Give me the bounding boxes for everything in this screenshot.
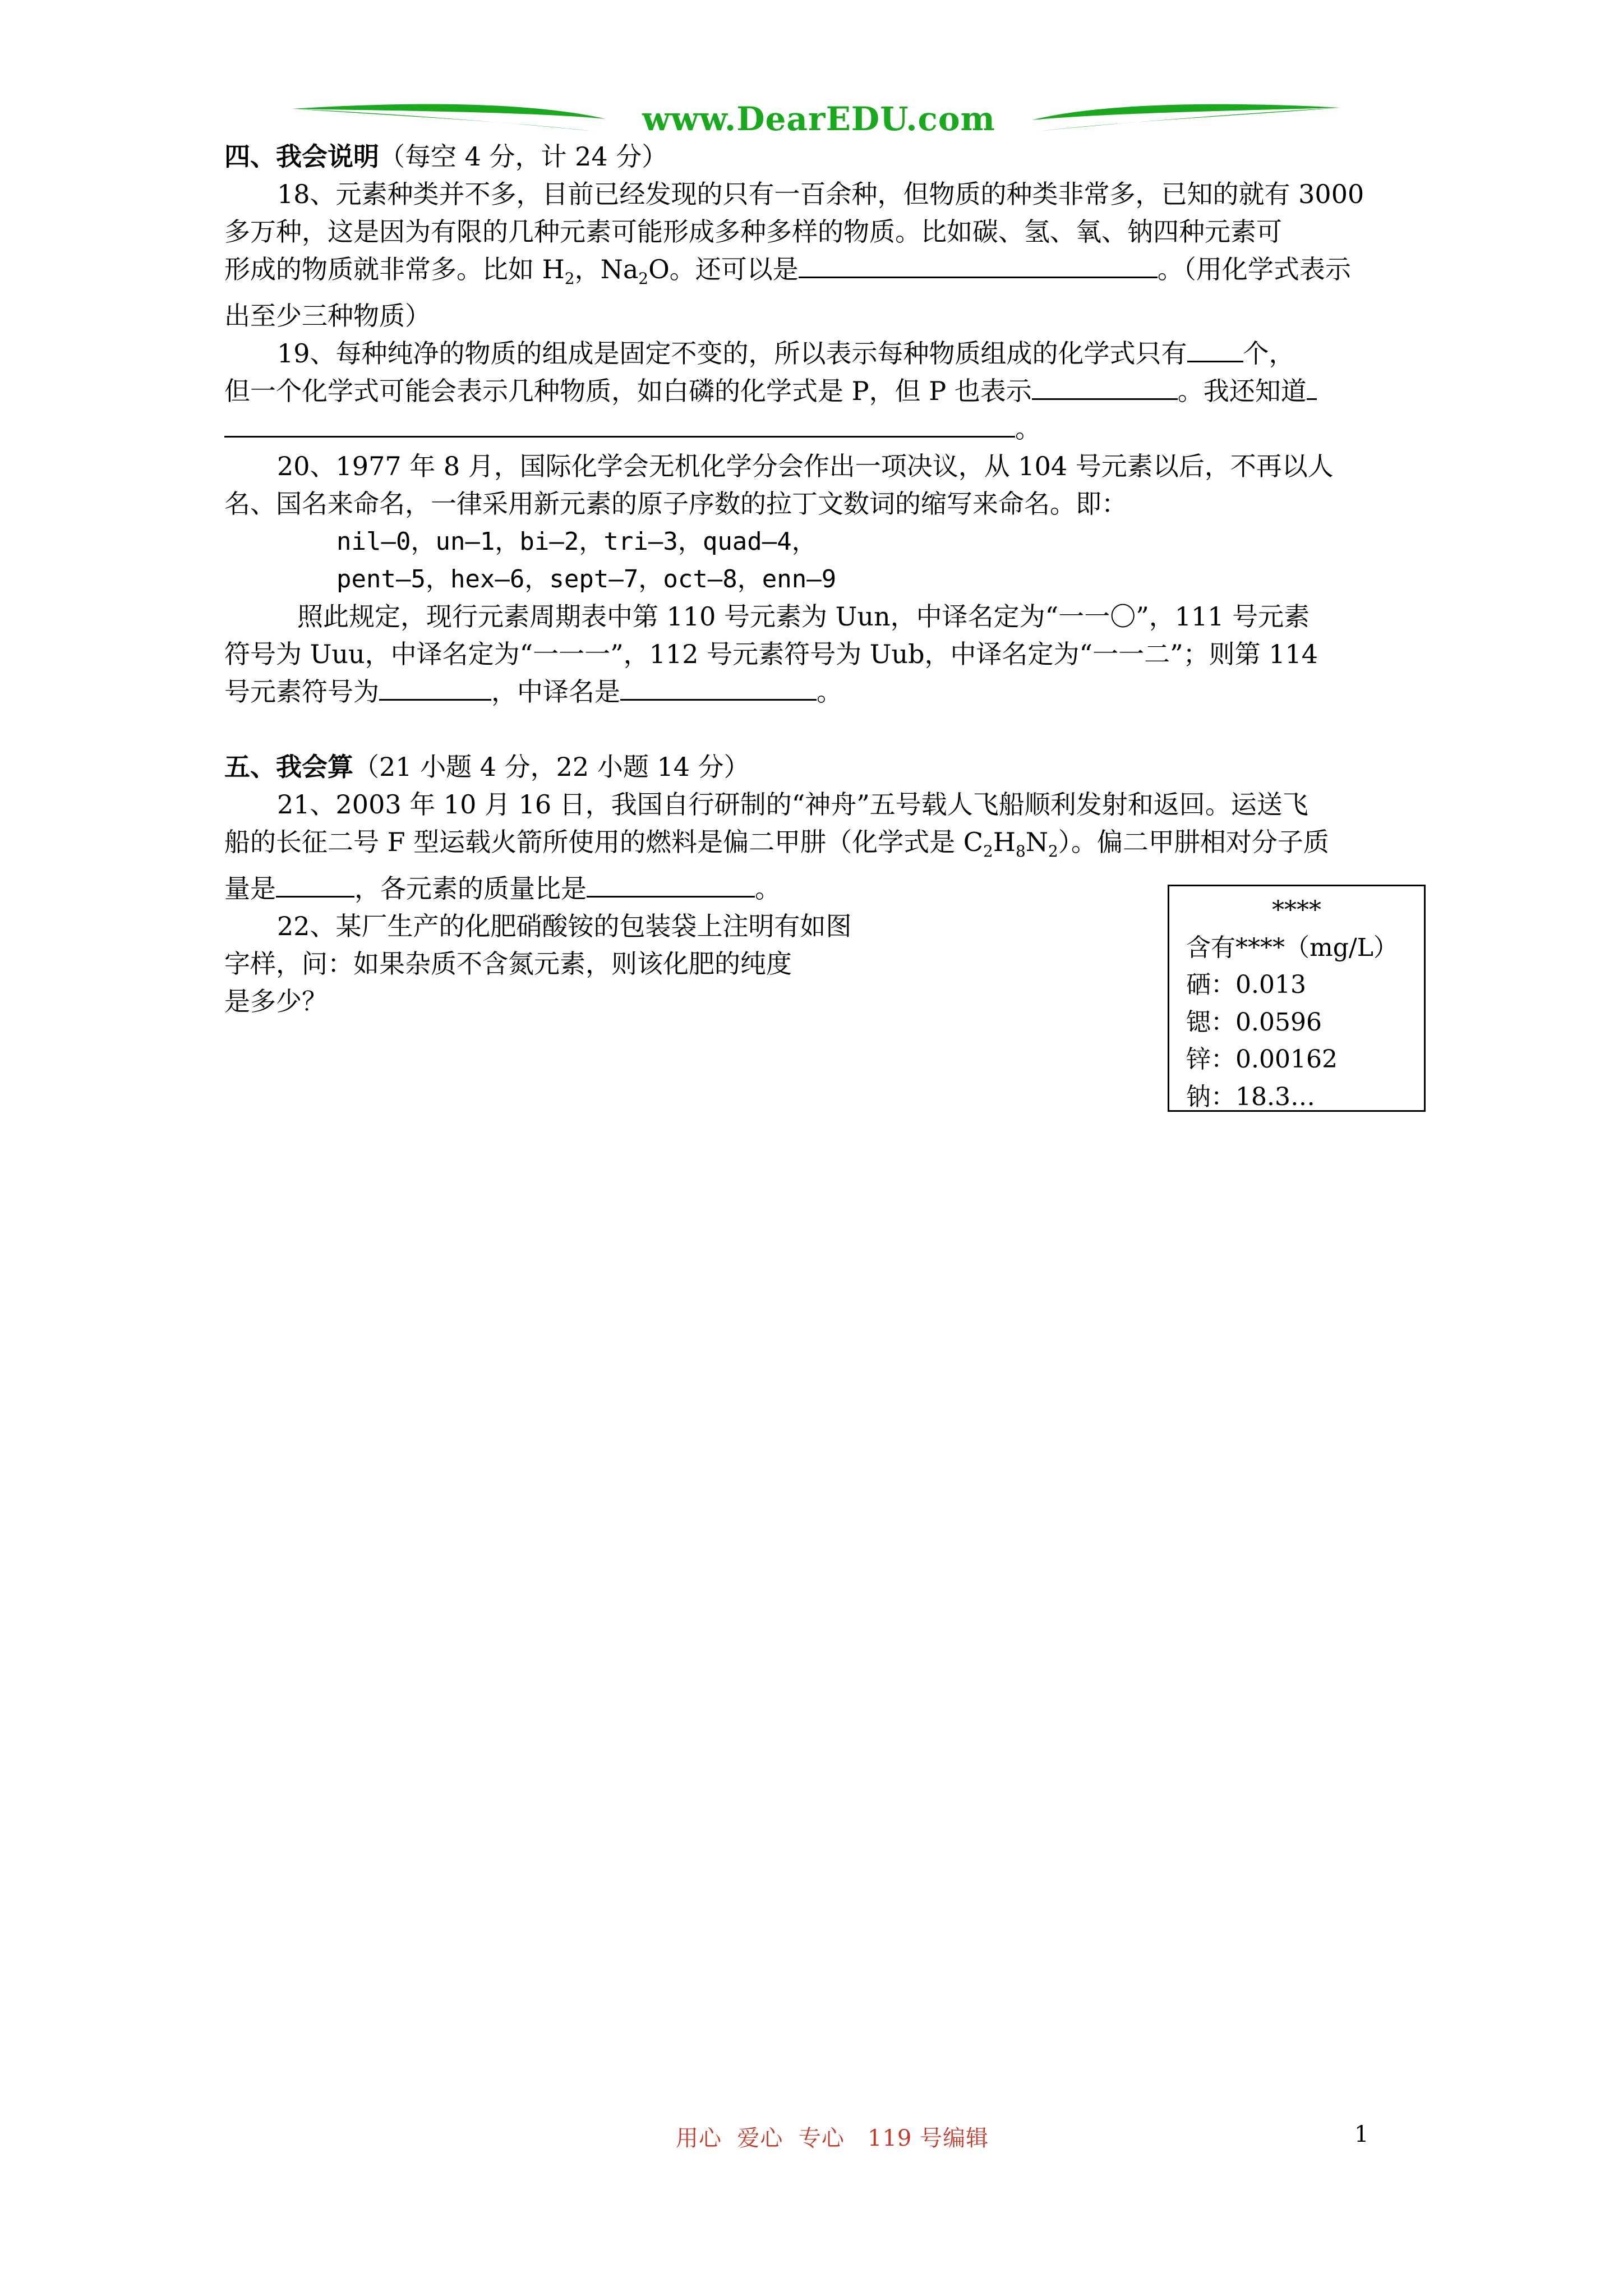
q20-line3: 照此规定，现行元素周期表中第 110 号元素为 Uun，中译名定为“一一〇”，111 号元素 [297,601,1310,632]
q20-text-a: 号元素符号为 [224,677,379,707]
q20-line5 [224,673,1419,711]
q18-text-c: O。还可以是 [648,254,799,284]
q18-line3: 形成的物质就非常多。比如 $H_2$，$Na_2O$。还可以是 。（用化学式表示 [224,251,1419,297]
q18-text-d: 。（用化学式表示 [1157,254,1351,284]
q22-line1: 22、某厂生产的化肥硝酸铵的包装袋上注明有如图 [277,911,852,942]
q19-text-a: 19、每种纯净的物质的组成是固定不变的，所以表示每种物质组成的化学式只有 [277,338,1187,369]
q19-line2 [224,372,1419,410]
q19-know-blank[interactable] [224,410,1015,438]
q19-meaning-blank[interactable] [1032,372,1178,400]
label-line: 硒：0.013 [1186,970,1306,999]
q21-mass-blank[interactable] [276,870,354,898]
section5-title: 五、我会算 [224,752,353,783]
q18-text-a: 形成的物质就非常多。比如 H [224,254,565,284]
q19-text-e: 。 [1015,413,1041,444]
q21-text-d: ）。偏二甲肼相对分子质 [1058,827,1329,858]
q22-line3: 是多少？ [224,986,328,1017]
q19-text-c: 但一个化学式可能会表示几种物质，如白磷的化学式是 P，但 P 也表示 [224,376,1032,407]
label-title: **** [1272,896,1321,924]
section-gap [224,711,1419,748]
q19-text-d: 。我还知道 [1177,376,1307,407]
section5-heading [224,748,1419,786]
label-line: 钠：18.3… [1186,1082,1315,1111]
q20-text-c: 。 [817,677,842,707]
page-number: 1 [1354,2122,1369,2147]
q20-line4: 符号为 Uuu，中译名定为“一一一”，112 号元素符号为 Uub，中译名定为“一一二”；则第 114 [224,639,1318,670]
q20-symbol-blank[interactable] [379,673,491,701]
q21-text-e: 量是 [224,873,276,904]
q22-block [224,908,886,1098]
q18-line2: 多万种，这是因为有限的几种元素可能形成多种多样的物质。比如碳、氢、氧、钠四种元素可 [224,217,1282,247]
q20-line2: 名、国名来命名，一律采用新元素的原子序数的拉丁文数词的缩写来命名。即： [224,489,1127,519]
label-line: 锶：0.0596 [1186,1007,1322,1037]
q19-count-blank[interactable] [1187,335,1243,362]
q21-text-b: H [993,827,1016,858]
section4-title: 四、我会说明 [224,141,379,172]
q21-line1: 21、2003 年 10 月 16 日，我国自行研制的“神舟”五号载人飞船顺利发射和返回。运送飞 [277,789,1308,820]
q21-ratio-blank[interactable] [587,870,755,898]
section5-note: （21 小题 4 分，22 小题 14 分） [353,752,750,783]
q20-text-b: ，中译名是 [491,677,620,707]
q18-line4: 出至少三种物质） [224,301,431,332]
section4-heading [224,138,1419,176]
q21-text-g: 。 [755,873,781,904]
section4-note: （每空 4 分，计 24 分） [379,141,668,172]
q20-name-blank[interactable] [620,673,817,701]
q19-blank-tail [1307,372,1317,400]
q20-code-line2: pent—5，hex—6，sept—7，oct—8，enn—9 [336,565,837,594]
label-line: 锌：0.00162 [1186,1045,1338,1074]
label-line: 含有****（mg/L） [1186,933,1398,962]
q18-line1: 18、元素种类并不多，目前已经发现的只有一百余种，但物质的种类非常多，已知的就有 3000 [277,179,1364,209]
q21-text-a: 船的长征二号 F 型运载火箭所使用的燃料是偏二甲肼（化学式是 C [224,827,983,858]
q20-code-line1: nil—0，un—1，bi—2，tri—3，quad—4， [336,527,817,556]
q19-text-b: 个， [1243,338,1295,369]
q19-line1 [224,335,1419,372]
logo-text: www.DearEDU.com [642,100,995,138]
q22-line2: 字样，问：如果杂质不含氮元素，则该化肥的纯度 [224,949,792,979]
site-logo [292,96,1340,140]
q18-answer-blank[interactable] [799,251,1158,278]
q19-line3 [224,410,1419,448]
q21-text-f: ，各元素的质量比是 [354,873,587,904]
footer-slogan: 用心 爱心 专心 119 号编辑 [676,2125,989,2151]
product-label-box [1168,885,1426,1112]
q21-text-c: N [1025,827,1049,858]
q20-line1: 20、1977 年 8 月，国际化学会无机化学分会作出一项决议，从 104 号元素以后，不再以人 [277,451,1334,482]
q18-text-b: ，Na [574,254,639,284]
q21-line2: 船的长征二号 F 型运载火箭所使用的燃料是偏二甲肼（化学式是 $C_2H_8N_2$）。偏二甲肼相对分子质 [224,827,1329,861]
